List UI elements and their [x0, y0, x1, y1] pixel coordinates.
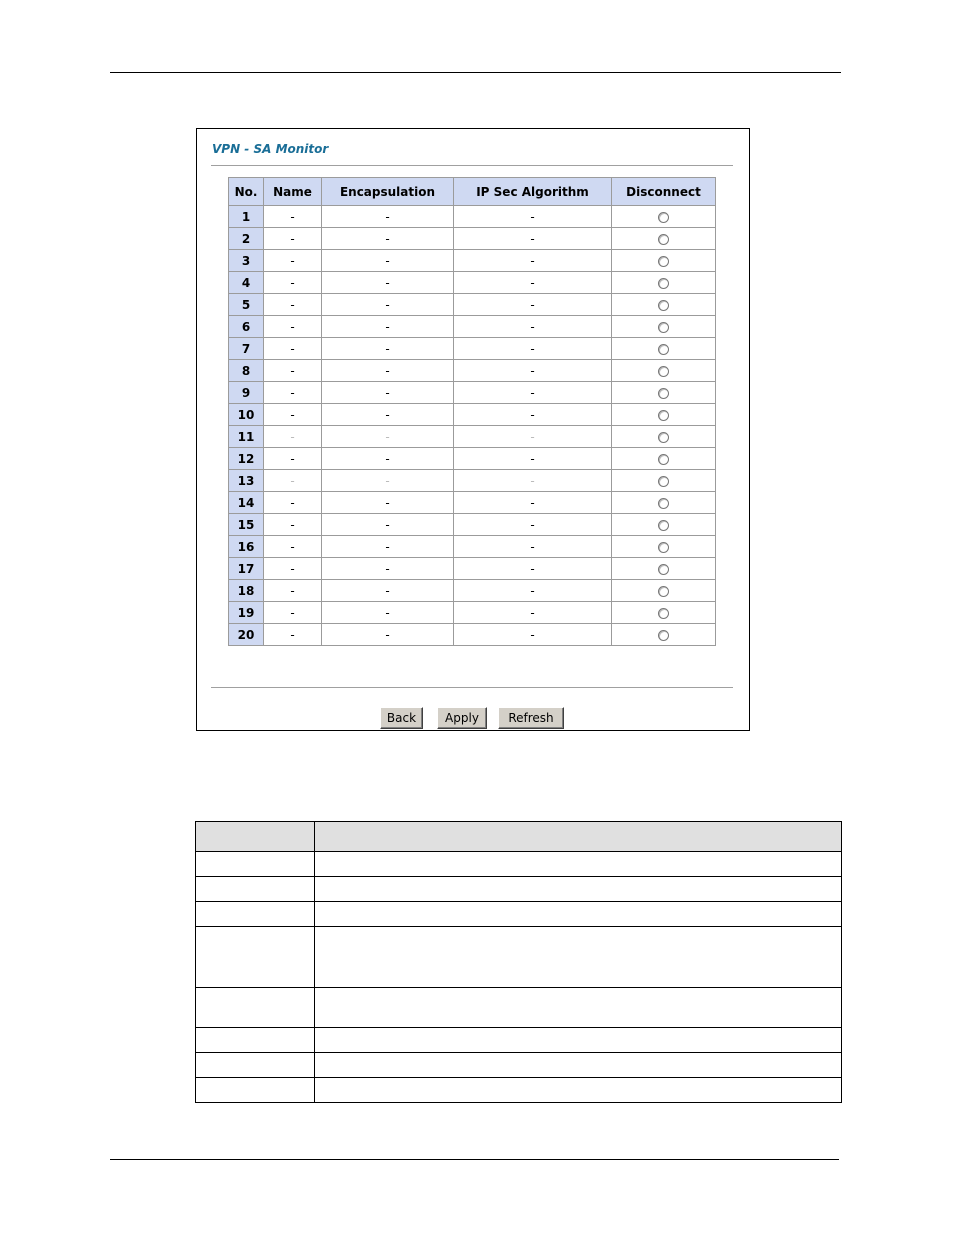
row-name: - — [264, 316, 322, 338]
apply-button[interactable]: Apply — [437, 707, 487, 729]
table-row — [229, 580, 716, 602]
disconnect-radio[interactable] — [658, 388, 669, 399]
row-encapsulation: - — [322, 294, 454, 316]
disconnect-radio[interactable] — [658, 608, 669, 619]
row-encapsulation: - — [322, 536, 454, 558]
table-row — [229, 404, 716, 426]
row-encapsulation: - — [322, 624, 454, 646]
disconnect-radio[interactable] — [658, 520, 669, 531]
disconnect-radio[interactable] — [658, 542, 669, 553]
table-row — [229, 338, 716, 360]
row-disconnect — [612, 316, 716, 338]
row-name: - — [264, 470, 322, 492]
row-disconnect — [612, 536, 716, 558]
row-name: - — [264, 514, 322, 536]
row-disconnect — [612, 206, 716, 228]
row-disconnect — [612, 426, 716, 448]
row-encapsulation: - — [322, 272, 454, 294]
row-disconnect — [612, 514, 716, 536]
row-number: 11 — [229, 426, 264, 448]
back-button[interactable]: Back — [380, 707, 423, 729]
row-disconnect — [612, 602, 716, 624]
row-name: - — [264, 228, 322, 250]
desc-row — [196, 1078, 842, 1103]
table-row — [229, 602, 716, 624]
row-disconnect — [612, 294, 716, 316]
row-name: - — [264, 426, 322, 448]
col-disconnect: Disconnect — [612, 178, 716, 206]
disconnect-radio[interactable] — [658, 278, 669, 289]
row-name: - — [264, 250, 322, 272]
row-algorithm: - — [454, 338, 612, 360]
row-encapsulation: - — [322, 228, 454, 250]
table-row — [229, 228, 716, 250]
col-no: No. — [229, 178, 264, 206]
page-top-rule — [110, 72, 841, 73]
row-algorithm: - — [454, 624, 612, 646]
row-algorithm: - — [454, 250, 612, 272]
table-row — [229, 492, 716, 514]
row-algorithm: - — [454, 272, 612, 294]
row-disconnect — [612, 558, 716, 580]
row-name: - — [264, 404, 322, 426]
row-disconnect — [612, 228, 716, 250]
row-algorithm: - — [454, 580, 612, 602]
table-row — [229, 316, 716, 338]
table-row — [229, 536, 716, 558]
row-number: 2 — [229, 228, 264, 250]
row-name: - — [264, 294, 322, 316]
row-number: 12 — [229, 448, 264, 470]
disconnect-radio[interactable] — [658, 476, 669, 487]
row-number: 14 — [229, 492, 264, 514]
row-algorithm: - — [454, 382, 612, 404]
disconnect-radio[interactable] — [658, 366, 669, 377]
row-disconnect — [612, 404, 716, 426]
row-number: 15 — [229, 514, 264, 536]
row-algorithm: - — [454, 228, 612, 250]
row-encapsulation: - — [322, 316, 454, 338]
row-name: - — [264, 382, 322, 404]
table-row — [229, 272, 716, 294]
row-algorithm: - — [454, 294, 612, 316]
disconnect-radio[interactable] — [658, 344, 669, 355]
row-number: 13 — [229, 470, 264, 492]
row-encapsulation: - — [322, 492, 454, 514]
row-name: - — [264, 272, 322, 294]
disconnect-radio[interactable] — [658, 630, 669, 641]
footer-divider — [211, 687, 733, 689]
col-encapsulation: Encapsulation — [322, 178, 454, 206]
row-encapsulation: - — [322, 514, 454, 536]
row-encapsulation: - — [322, 360, 454, 382]
row-number: 3 — [229, 250, 264, 272]
row-encapsulation: - — [322, 580, 454, 602]
col-ipsec-algorithm: IP Sec Algorithm — [454, 178, 612, 206]
table-row — [229, 470, 716, 492]
disconnect-radio[interactable] — [658, 498, 669, 509]
desc-row — [196, 877, 842, 902]
row-name: - — [264, 558, 322, 580]
row-encapsulation: - — [322, 602, 454, 624]
row-encapsulation: - — [322, 404, 454, 426]
row-algorithm: - — [454, 404, 612, 426]
row-encapsulation: - — [322, 338, 454, 360]
row-number: 7 — [229, 338, 264, 360]
desc-header-row — [196, 822, 842, 852]
row-algorithm: - — [454, 448, 612, 470]
row-number: 17 — [229, 558, 264, 580]
table-row — [229, 250, 716, 272]
row-number: 18 — [229, 580, 264, 602]
row-encapsulation: - — [322, 448, 454, 470]
sa-monitor-panel — [196, 128, 750, 731]
desc-row — [196, 852, 842, 877]
row-name: - — [264, 602, 322, 624]
row-encapsulation: - — [322, 382, 454, 404]
desc-row — [196, 1053, 842, 1078]
title-divider — [211, 165, 733, 167]
row-algorithm: - — [454, 602, 612, 624]
col-name: Name — [264, 178, 322, 206]
row-disconnect — [612, 338, 716, 360]
row-number: 6 — [229, 316, 264, 338]
row-number: 4 — [229, 272, 264, 294]
row-number: 9 — [229, 382, 264, 404]
row-disconnect — [612, 250, 716, 272]
row-algorithm: - — [454, 514, 612, 536]
desc-header-cell — [196, 822, 315, 852]
row-name: - — [264, 492, 322, 514]
row-number: 5 — [229, 294, 264, 316]
row-number: 16 — [229, 536, 264, 558]
disconnect-radio[interactable] — [658, 256, 669, 267]
row-encapsulation: - — [322, 206, 454, 228]
disconnect-radio[interactable] — [658, 300, 669, 311]
row-name: - — [264, 580, 322, 602]
table-row — [229, 360, 716, 382]
disconnect-radio[interactable] — [658, 410, 669, 421]
row-algorithm: - — [454, 558, 612, 580]
row-algorithm: - — [454, 536, 612, 558]
row-name: - — [264, 360, 322, 382]
disconnect-radio[interactable] — [658, 432, 669, 443]
row-name: - — [264, 624, 322, 646]
row-disconnect — [612, 272, 716, 294]
row-name: - — [264, 448, 322, 470]
row-number: 1 — [229, 206, 264, 228]
table-row — [229, 558, 716, 580]
row-number: 20 — [229, 624, 264, 646]
row-disconnect — [612, 492, 716, 514]
row-disconnect — [612, 360, 716, 382]
desc-row — [196, 927, 842, 988]
description-table — [195, 821, 842, 1103]
table-row — [229, 514, 716, 536]
row-name: - — [264, 338, 322, 360]
panel-title: VPN - SA Monitor — [212, 142, 329, 156]
row-disconnect — [612, 448, 716, 470]
table-row — [229, 294, 716, 316]
desc-row — [196, 988, 842, 1028]
table-row — [229, 206, 716, 228]
row-encapsulation: - — [322, 426, 454, 448]
table-row — [229, 624, 716, 646]
sa-table-header — [229, 178, 716, 206]
table-row — [229, 448, 716, 470]
page-bottom-rule — [110, 1159, 839, 1160]
row-algorithm: - — [454, 206, 612, 228]
row-disconnect — [612, 580, 716, 602]
row-algorithm: - — [454, 316, 612, 338]
row-algorithm: - — [454, 470, 612, 492]
desc-header-cell — [315, 822, 842, 852]
row-disconnect — [612, 470, 716, 492]
row-number: 19 — [229, 602, 264, 624]
row-disconnect — [612, 382, 716, 404]
table-row — [229, 426, 716, 448]
desc-row — [196, 902, 842, 927]
row-algorithm: - — [454, 426, 612, 448]
row-name: - — [264, 206, 322, 228]
row-algorithm: - — [454, 492, 612, 514]
disconnect-radio[interactable] — [658, 322, 669, 333]
row-name: - — [264, 536, 322, 558]
disconnect-radio[interactable] — [658, 212, 669, 223]
row-number: 10 — [229, 404, 264, 426]
row-encapsulation: - — [322, 558, 454, 580]
disconnect-radio[interactable] — [658, 564, 669, 575]
refresh-button[interactable]: Refresh — [498, 707, 564, 729]
disconnect-radio[interactable] — [658, 234, 669, 245]
row-encapsulation: - — [322, 470, 454, 492]
disconnect-radio[interactable] — [658, 586, 669, 597]
row-encapsulation: - — [322, 250, 454, 272]
sa-table — [228, 177, 716, 646]
row-disconnect — [612, 624, 716, 646]
row-number: 8 — [229, 360, 264, 382]
desc-row — [196, 1028, 842, 1053]
disconnect-radio[interactable] — [658, 454, 669, 465]
row-algorithm: - — [454, 360, 612, 382]
table-row — [229, 382, 716, 404]
